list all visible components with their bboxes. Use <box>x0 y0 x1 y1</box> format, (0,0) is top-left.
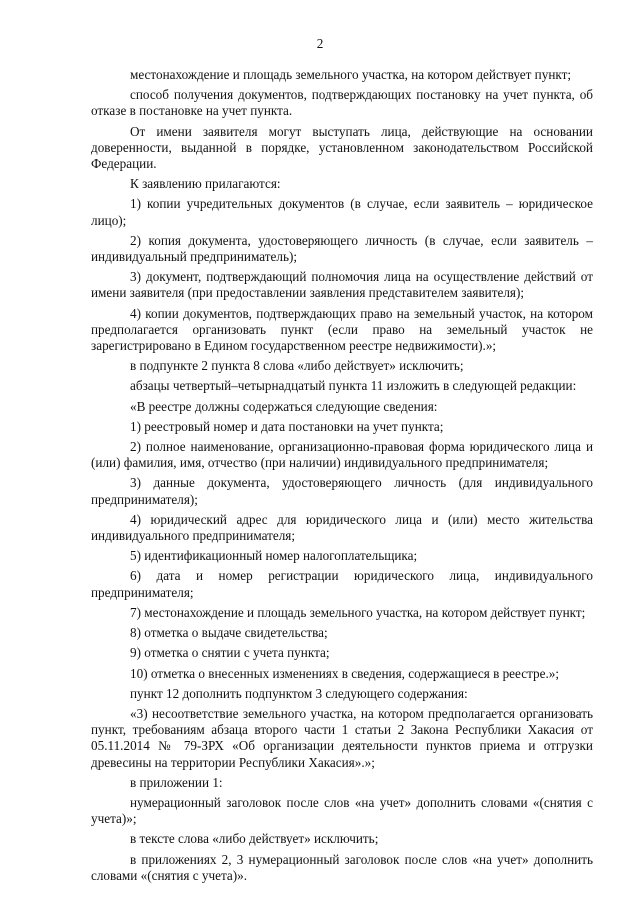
paragraph: в тексте слова «либо действует» исключить; <box>130 831 379 847</box>
paragraph: 6) дата и номер регистрации юридического лица, индивидуального предпринимателя; <box>91 568 593 600</box>
paragraph: 3) данные документа, удостоверяющего личность (для индивидуального предпринимателя); <box>91 475 593 507</box>
paragraph: абзацы четвертый–четырнадцатый пункта 11 изложить в следующей редакции: <box>130 378 577 394</box>
paragraph: в подпункте 2 пункта 8 слова «либо действует» исключить; <box>130 358 464 374</box>
paragraph: 5) идентификационный номер налогоплательщика; <box>130 548 418 564</box>
paragraph: в приложениях 2, 3 нумерационный заголовок после слов «на учет» дополнить словами «(снятия с учета)». <box>91 851 593 883</box>
paragraph: в приложении 1: <box>130 774 223 790</box>
paragraph: 2) полное наименование, организационно-правовая форма юридического лица и (или) фамилия, имя, отчество (при наличии) индивидуального предпринимателя; <box>91 439 593 471</box>
paragraph: 9) отметка о снятии с учета пункта; <box>130 645 330 661</box>
paragraph: местонахождение и площадь земельного участка, на котором действует пункт; <box>130 67 572 82</box>
paragraph: 10) отметка о внесенных изменениях в сведения, содержащиеся в реестре.»; <box>130 665 559 681</box>
paragraph: От имени заявителя могут выступать лица, действующие на основании доверенности, выданной в порядке, установленном законодательством Российской Федерации. <box>91 123 593 172</box>
paragraph: 1) копии учредительных документов (в случае, если заявитель – юридическое лицо); <box>91 196 593 228</box>
paragraph: К заявлению прилагаются: <box>130 176 281 192</box>
paragraph: способ получения документов, подтверждающих постановку на учет пункта, об отказе в постановке на учет пункта. <box>91 87 593 119</box>
page-number: 2 <box>316 36 324 51</box>
paragraph: 3) документ, подтверждающий полномочия лица на осуществление действий от имени заявителя (при предоставлении заявления представителем заявителя); <box>91 269 593 301</box>
paragraph: 2) копия документа, удостоверяющего личность (в случае, если заявитель – индивидуальный предприниматель); <box>91 232 593 265</box>
paragraph: 7) местонахождение и площадь земельного участка, на котором действует пункт; <box>130 604 586 620</box>
document-body <box>91 67 593 888</box>
paragraph: нумерационный заголовок после слов «на учет» дополнить словами «(снятия с учета)»; <box>91 794 593 827</box>
paragraph: пункт 12 дополнить подпунктом 3 следующего содержания: <box>130 685 468 701</box>
paragraph: 8) отметка о выдаче свидетельства; <box>130 625 328 641</box>
paragraph: 1) реестровый номер и дата постановки на учет пункта; <box>130 418 444 434</box>
paragraph: 4) юридический адрес для юридического лица и (или) место жительства индивидуального предпринимателя; <box>91 511 593 544</box>
paragraph: «3) несоответствие земельного участка, на котором предполагается организовать пункт, требованиям абзаца второго части 1 статьи 2 Закона Республики Хакасия от 05.11.2014 № 79-ЗРХ «Об организации деятельности пунктов приема и отгрузки древесины на территории Республики Хакасия».»; <box>91 705 593 770</box>
paragraph: «В реестре должны содержаться следующие сведения: <box>130 398 438 414</box>
paragraph: 4) копии документов, подтверждающих право на земельный участок, на котором предполагается организовать пункт (если право на земельный участок не зарегистрировано в Едином государственном реестре недвижимости).»; <box>91 305 593 354</box>
